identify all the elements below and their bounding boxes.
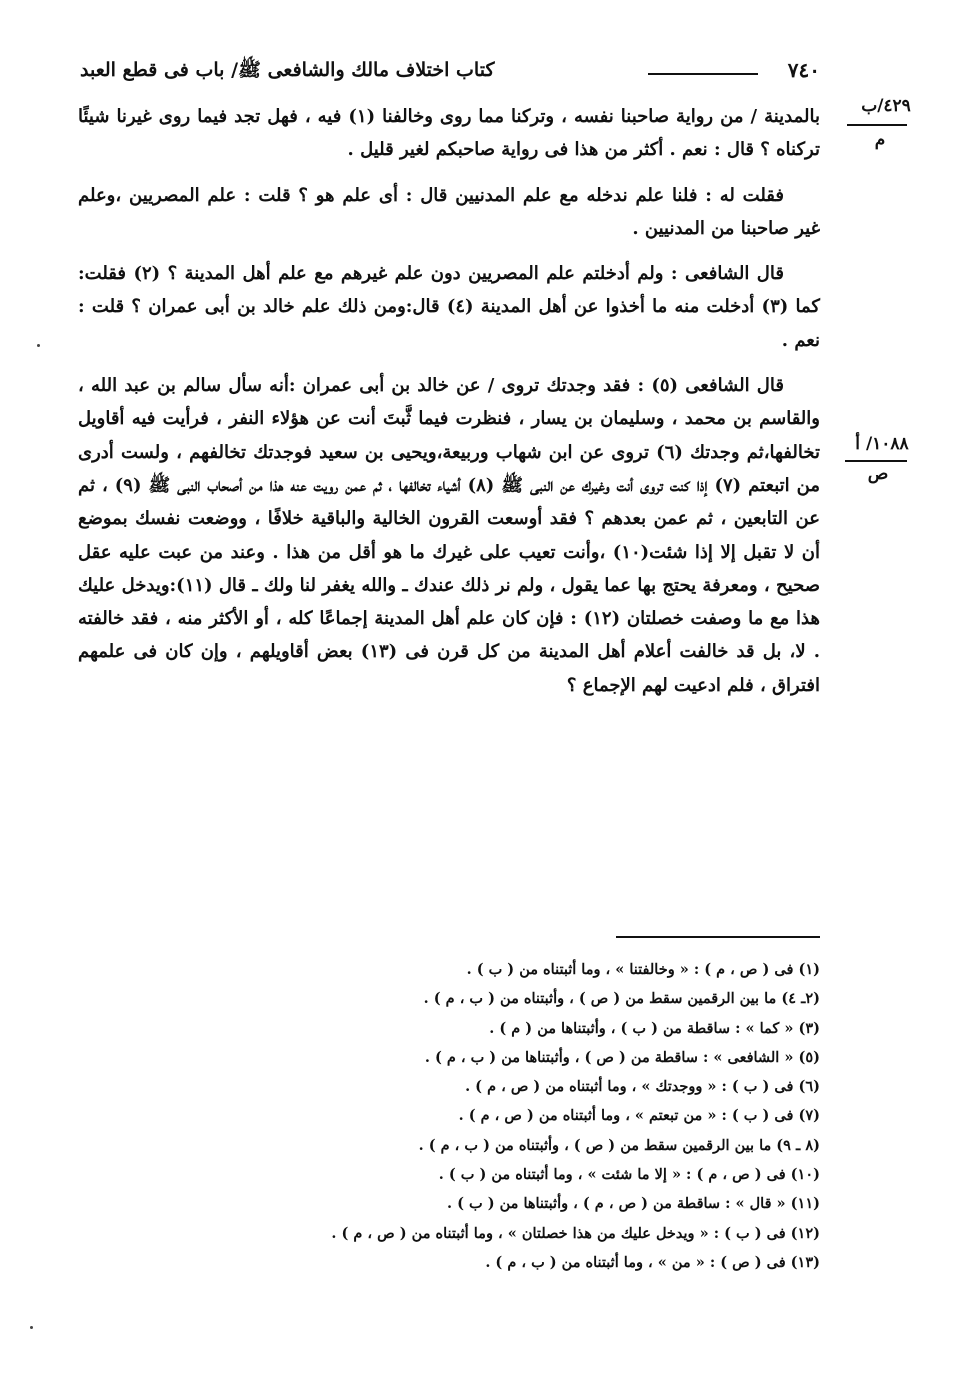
page-number: ٧٤٠ bbox=[787, 58, 820, 82]
footnote: (١٠) فى ( ص ، م ) : « إلا ما شئت » ، وما أثبتناه من ( ب ) . bbox=[438, 1166, 820, 1184]
footnotes bbox=[220, 955, 820, 1277]
paragraph-text: بالمدينة / من رواية صاحبنا نفسه ، وتركنا مما روى وخالفنا (١) فيه ، فهل تجد فيما روى غيرنا شيئًا تركناه ؟ قال : نعم . أكثر من هذا فى رواية صاحبكم لغير قليل . bbox=[78, 106, 820, 161]
margin-manuscript-siglum: م bbox=[874, 130, 886, 150]
footnote: (٥) « الشافعى » : ساقطة من ( ص ) ، وأثبتناها من ( ب ، م ) . bbox=[424, 1048, 820, 1066]
footnote: (٢ـ ٤) ما بين الرقمين سقط من ( ص ) ، وأثبتناه من ( ب ، م ) . bbox=[423, 990, 820, 1008]
footnote: (١) فى ( ص ، م ) : « وخالفتنا » ، وما أثبتناه من ( ب ) . bbox=[466, 961, 820, 978]
paragraph-text: (٥) : فقد وجدتك تروى / عن خالد بن أبى عمران :أنه سأل سالم بن عبد الله ، والقاسم بن محمد ، وسليمان بن يسار ، فنظرت فيما ثَّبتَ أنت عن هؤلاء النفر ، فرأيت فيه أقاويل تخالفها،ثم وجدتك (٦) تروى عن ابن شهاب وربيعة،ويحيى بن سعيد فوجدتك تخالفهم ، ولست أدرى من اتبعتم (٧) إذا كنت تروى أنت وغيرك عن النبى ﷺ (٨) أشياء تخالفها ، ثم عمن رويت عنه هذا من أصحاب النبى ﷺ (٩) ، ثم عن التابعين ، ثم عمن بعدهم ؟ فقد أوسعت القرون الخالية والباقية خلافًا ، ووضعت نفسك بموضع أن لا تقبل إلا إذا شئت(١٠) ،وأنت تعيب على غيرك ما هو أقل من هذا . وعند من عبت عليه عقل صحيح ، ومعرفة يحتج بها عما يقول ، ولم نر ذلك عندك ـ والله يغفر لنا ولك ـ قال (١١):ويدخل عليك هذا مع ما وصفت خصلتان (١٢) : فإن كان علم أهل المدينة إجماعًا كله ، أو الأكثر منه ، فقد خالفته . لا، بل قد خالفت أعلام أهل المدينة من كل قرن فى (١٣) بعض أقاويلهم ، وإن كان فى علمهم افتراق ، فلم ادعيت لهم الإجماع ؟ bbox=[78, 375, 821, 696]
footnote: (١٣) فى ( ص ) : « من » ، وما أثبتناه من ( ب ، م ) . bbox=[485, 1253, 820, 1271]
footnote: (١١) « قال » : ساقطة من ( ص ، م ) ، وأثبتناها من ( ب ) . bbox=[446, 1195, 820, 1213]
margin-manuscript-siglum: ص bbox=[867, 464, 889, 484]
paragraph bbox=[78, 257, 820, 357]
margin-rule bbox=[845, 460, 907, 462]
margin-folio-number: ١٠٨٨/ أ bbox=[855, 434, 909, 454]
footnote: (٣) « كما » : ساقطة من ( ب ) ، وأثبتناها من ( م ) . bbox=[489, 1019, 820, 1037]
footnote: (٦) فى ( ب ) : « ووجدتك » ، وما أثبتناه من ( ص ، م ) . bbox=[465, 1078, 820, 1096]
margin-rule bbox=[847, 124, 907, 126]
margin-folio-ref bbox=[842, 434, 922, 454]
paragraph bbox=[78, 100, 820, 167]
speaker-lead: قال الشافعى bbox=[685, 375, 784, 397]
running-title: كتاب اختلاف مالك والشافعى ﷺ/ باب فى قطع العبد bbox=[80, 59, 495, 81]
speaker-lead: قال الشافعى bbox=[685, 263, 784, 285]
paragraph bbox=[78, 179, 820, 246]
footnote-separator bbox=[616, 936, 820, 938]
paragraph bbox=[78, 369, 820, 702]
footnote: (١٢) فى ( ب ) : « ويدخل عليك من هذا خصلتان » ، وما أثبتناه من ( ص ، م ) . bbox=[331, 1224, 820, 1242]
main-text bbox=[78, 100, 820, 702]
paragraph-text: فقلت له : فلنا علم ندخله مع علم المدنيين قال : أى علم هو ؟ قلت : علم المصريين ،وعلم غير صاحبنا من المدنيين . bbox=[78, 184, 820, 239]
scan-speck bbox=[30, 1326, 33, 1329]
margin-folio-ref bbox=[850, 96, 922, 116]
page-header bbox=[80, 58, 820, 88]
margin-folio-number: ٤٢٩/ب bbox=[861, 96, 911, 116]
footnote: (٧) فى ( ب ) : « من تبعتم » ، وما أثبتناه من ( ص ، م ) . bbox=[458, 1107, 820, 1125]
footnote: (٨ ـ ٩) ما بين الرقمين سقط من ( ص ) ، وأثبتناه من ( ب ، م ) . bbox=[418, 1136, 820, 1154]
header-rule bbox=[648, 73, 758, 75]
scan-speck bbox=[37, 344, 40, 347]
paragraph-text: : ولم أدخلتم علم المصريين دون علم غيرهم مع علم أهل المدينة ؟ (٢) فقلت: كما (٣) أدخلت منه ما أخذوا عن أهل المدينة (٤) قال:ومن ذلك علم خالد بن أبى عمران ؟ قلت : نعم . bbox=[78, 263, 820, 351]
